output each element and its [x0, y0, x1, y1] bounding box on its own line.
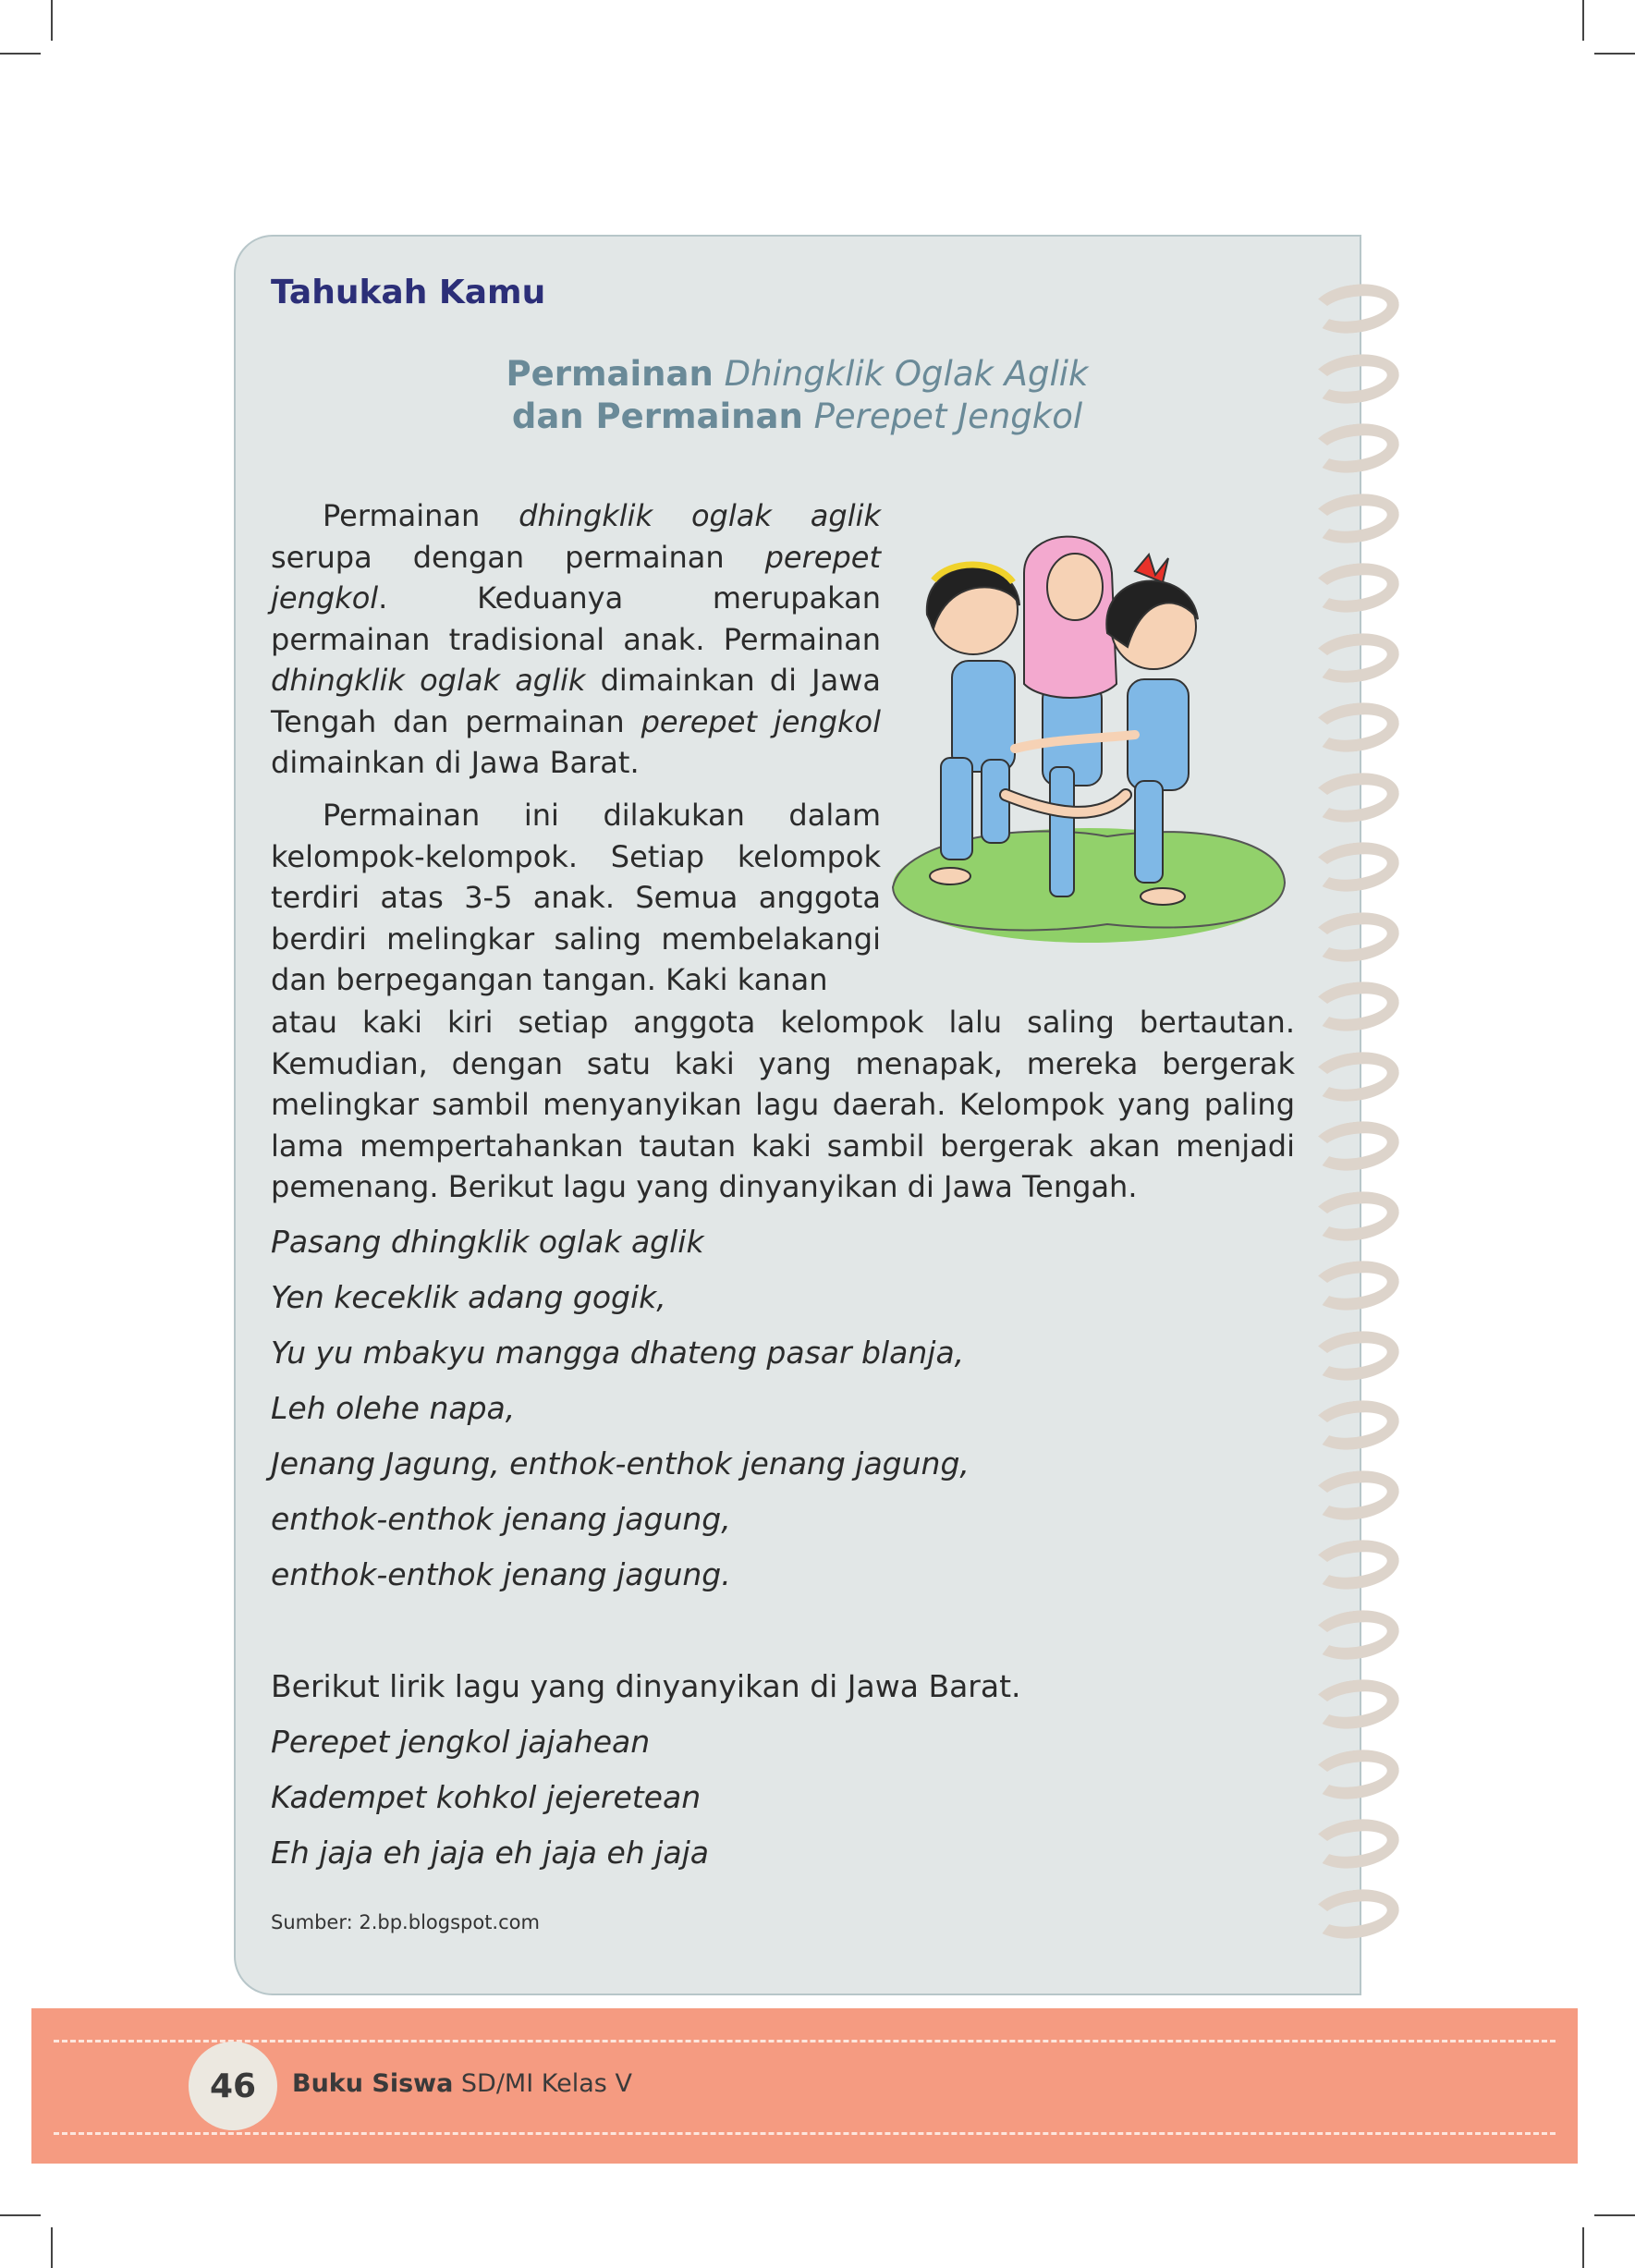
- crop-mark: [1582, 2227, 1584, 2268]
- lyric-line: Pasang dhingklik oglak aglik: [271, 1224, 704, 1260]
- spiral-ring: [1308, 1884, 1402, 1944]
- spiral-ring: [1308, 1256, 1402, 1316]
- paragraph-1-run: dhingklik oglak aglik: [271, 663, 586, 698]
- article-title: [351, 353, 1243, 438]
- paragraph-1: [271, 495, 881, 784]
- spiral-ring: [1308, 628, 1402, 688]
- spiral-ring: [1308, 1325, 1402, 1385]
- spiral-ring: [1308, 698, 1402, 758]
- spiral-ring: [1308, 767, 1402, 827]
- paragraph-1-run: dimainkan di Jawa Tengah dan permainan: [271, 663, 882, 739]
- page-number: 46: [189, 2042, 277, 2130]
- spiral-ring: [1308, 279, 1402, 339]
- lyric-line: enthok-enthok jenang jagung,: [271, 1501, 731, 1537]
- article-title-line2-italic: Perepet Jengkol: [813, 396, 1083, 436]
- spiral-ring: [1308, 419, 1402, 479]
- spiral-ring: [1308, 348, 1402, 408]
- notebook-spiral: [1311, 285, 1412, 1948]
- spiral-ring: [1308, 1535, 1402, 1595]
- lyric-line: Yen keceklik adang gogik,: [271, 1279, 666, 1315]
- jabar-intro: Berikut lirik lagu yang dinyanyikan di Jawa Barat.: [271, 1668, 1021, 1704]
- paragraph-1-run: serupa dengan permainan: [271, 539, 765, 575]
- paragraph-2-text: Permainan ini dilakukan dalam kelompok-kelompok. Setiap kelompok terdiri atas 3-5 anak. Semua anggota berdiri melingkar saling membelakangi dan berpegangan tangan. Kaki kanan: [271, 798, 881, 997]
- spiral-ring: [1308, 1396, 1402, 1456]
- article-title-line1-italic: Dhingklik Oglak Aglik: [724, 354, 1089, 394]
- book-label-rest: SD/MI Kelas V: [453, 2069, 632, 2098]
- spiral-ring: [1308, 558, 1402, 618]
- paragraph-1-run: dimainkan di Jawa Barat.: [271, 745, 640, 780]
- children-playing-illustration: [885, 518, 1292, 952]
- lyric-line: enthok-enthok jenang jagung.: [271, 1556, 731, 1592]
- crop-mark: [1582, 0, 1584, 41]
- spiral-ring: [1308, 1675, 1402, 1735]
- spiral-ring: [1308, 977, 1402, 1037]
- crop-mark: [51, 0, 53, 41]
- page-footer: [31, 2008, 1578, 2164]
- spiral-ring: [1308, 1814, 1402, 1874]
- footer-dashed-line: [54, 2132, 1556, 2135]
- footer-dashed-line: [54, 2040, 1556, 2042]
- spiral-ring: [1308, 1046, 1402, 1106]
- spiral-ring: [1308, 907, 1402, 967]
- article-title-line1-bold: Permainan: [506, 354, 714, 394]
- paragraph-1-run: Permainan: [323, 498, 519, 533]
- paragraph-1-run: . Keduanya merupakan permainan tradisional anak. Permainan: [271, 580, 881, 657]
- lyric-line: Leh olehe napa,: [271, 1390, 516, 1426]
- spiral-ring: [1308, 1116, 1402, 1177]
- spiral-ring: [1308, 1186, 1402, 1246]
- crop-mark: [1594, 2214, 1635, 2216]
- lyric-line: Eh jaja eh jaja eh jaja eh jaja: [271, 1835, 709, 1871]
- spiral-ring: [1308, 488, 1402, 548]
- paragraph-1-run: perepet jengkol: [271, 539, 881, 616]
- crop-mark: [1594, 53, 1635, 55]
- spiral-ring: [1308, 1604, 1402, 1664]
- paragraph-3: atau kaki kiri setiap anggota kelompok lalu saling bertautan. Kemudian, dengan satu kaki yang menapak, mereka bergerak melingkar sambil menyanyikan lagu daerah. Kelompok yang paling lama mempertahankan tautan kaki sambil bergerak akan menjadi pemenang. Berikut lagu yang dinyanyikan di Jawa Tengah.: [271, 1005, 1295, 1204]
- lyric-line: Yu yu mbakyu mangga dhateng pasar blanja,: [271, 1335, 965, 1371]
- paragraph-1-run: dhingklik oglak aglik: [519, 498, 882, 533]
- lyric-line: Jenang Jagung, enthok-enthok jenang jagung,: [271, 1445, 970, 1482]
- book-label: [292, 2069, 632, 2098]
- paragraph-1-run: perepet jengkol: [641, 703, 882, 739]
- article-title-line2-bold: dan Permainan: [511, 396, 803, 436]
- spiral-ring: [1308, 1744, 1402, 1804]
- book-label-bold: Buku Siswa: [292, 2069, 454, 2098]
- crop-mark: [0, 53, 41, 55]
- spiral-ring: [1308, 1465, 1402, 1525]
- crop-mark: [51, 2227, 53, 2268]
- lyric-line: Kadempet kohkol jejeretean: [271, 1779, 702, 1815]
- lyric-line: Perepet jengkol jajahean: [271, 1724, 651, 1760]
- box-title: Tahukah Kamu: [271, 274, 546, 311]
- crop-mark: [0, 2214, 41, 2216]
- paragraph-2: [271, 795, 881, 1001]
- spiral-ring: [1308, 837, 1402, 897]
- source-credit: Sumber: 2.bp.blogspot.com: [271, 1911, 540, 1933]
